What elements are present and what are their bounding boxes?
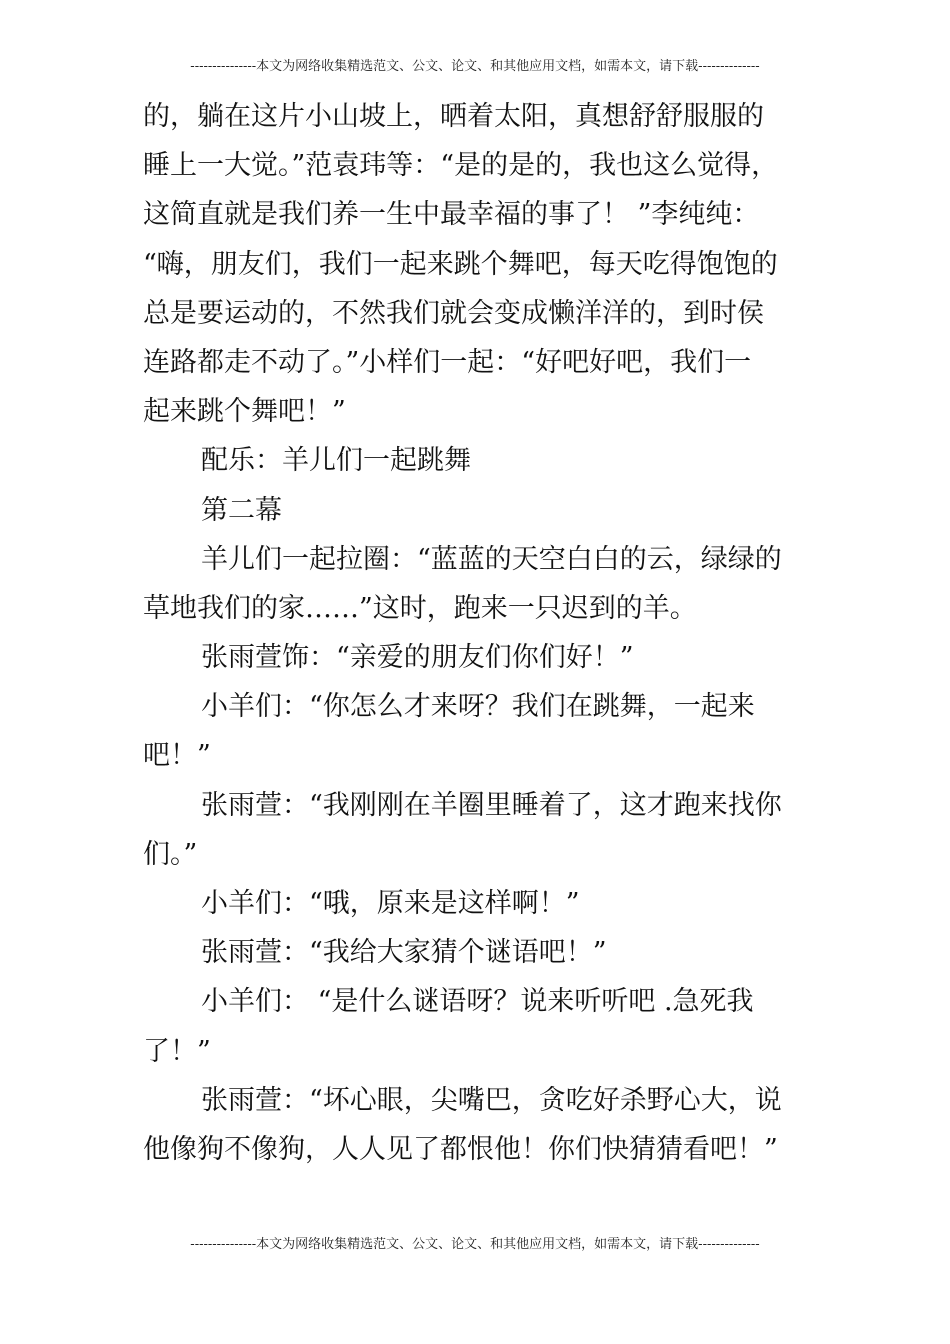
- text-line-3: 这简直就是我们养一生中最幸福的事了！ ”李纯纯：: [143, 199, 760, 231]
- header-banner: ---------------本文为网络收集精选范文、公文、论文、和其他应用文档，如需本文，请下载--------------: [190, 59, 760, 74]
- text-line-13: 小羊们：“你怎么才来呀？我们在跳舞，一起来: [201, 691, 755, 723]
- text-line-12: 张雨萱饰：“亲爱的朋友们你们好！”: [201, 642, 634, 674]
- text-line-8: 配乐：羊儿们一起跳舞: [201, 445, 471, 477]
- text-line-10: 羊儿们一起拉圈：“蓝蓝的天空白白的云，绿绿的: [201, 543, 782, 575]
- text-line-7: 起来跳个舞吧！”: [143, 396, 346, 428]
- text-line-15: 张雨萱：“我刚刚在羊圈里睡着了，这才跑来找你: [201, 789, 782, 821]
- text-line-22: 他像狗不像狗，人人见了都恨他！你们快猜猜看吧！”: [143, 1133, 778, 1165]
- text-line-1: 的，躺在这片小山坡上，晒着太阳，真想舒舒服服的: [143, 101, 764, 132]
- text-line-19: 小羊们： “是什么谜语呀？说来听听吧 .急死我: [201, 986, 754, 1018]
- text-line-21: 张雨萱：“坏心眼，尖嘴巴，贪吃好杀野心大，说: [201, 1084, 782, 1116]
- text-line-2: 睡上一大觉。”范袁玮等：“是的是的，我也这么觉得，: [143, 150, 779, 182]
- text-line-6: 连路都走不动了。”小样们一起：“好吧好吧，我们一: [143, 346, 752, 378]
- text-line-14: 吧！”: [143, 740, 211, 772]
- text-line-11: 草地我们的家……”这时，跑来一只迟到的羊。: [143, 592, 697, 624]
- text-line-4: “嗨，朋友们，我们一起来跳个舞吧，每天吃得饱饱的: [143, 248, 778, 280]
- text-line-17: 小羊们：“哦，原来是这样啊！”: [201, 888, 580, 919]
- text-line-5: 总是要运动的，不然我们就会变成懒洋洋的，到时侯: [143, 297, 764, 329]
- document-body: [143, 92, 813, 1174]
- text-line-16: 们。”: [143, 838, 198, 870]
- text-line-20: 了！”: [143, 1035, 211, 1067]
- scene-heading: 第二幕: [201, 494, 282, 526]
- footer-banner: ---------------本文为网络收集精选范文、公文、论文、和其他应用文档，如需本文，请下载--------------: [190, 1237, 760, 1252]
- text-line-18: 张雨萱：“我给大家猜个谜语吧！”: [201, 937, 607, 969]
